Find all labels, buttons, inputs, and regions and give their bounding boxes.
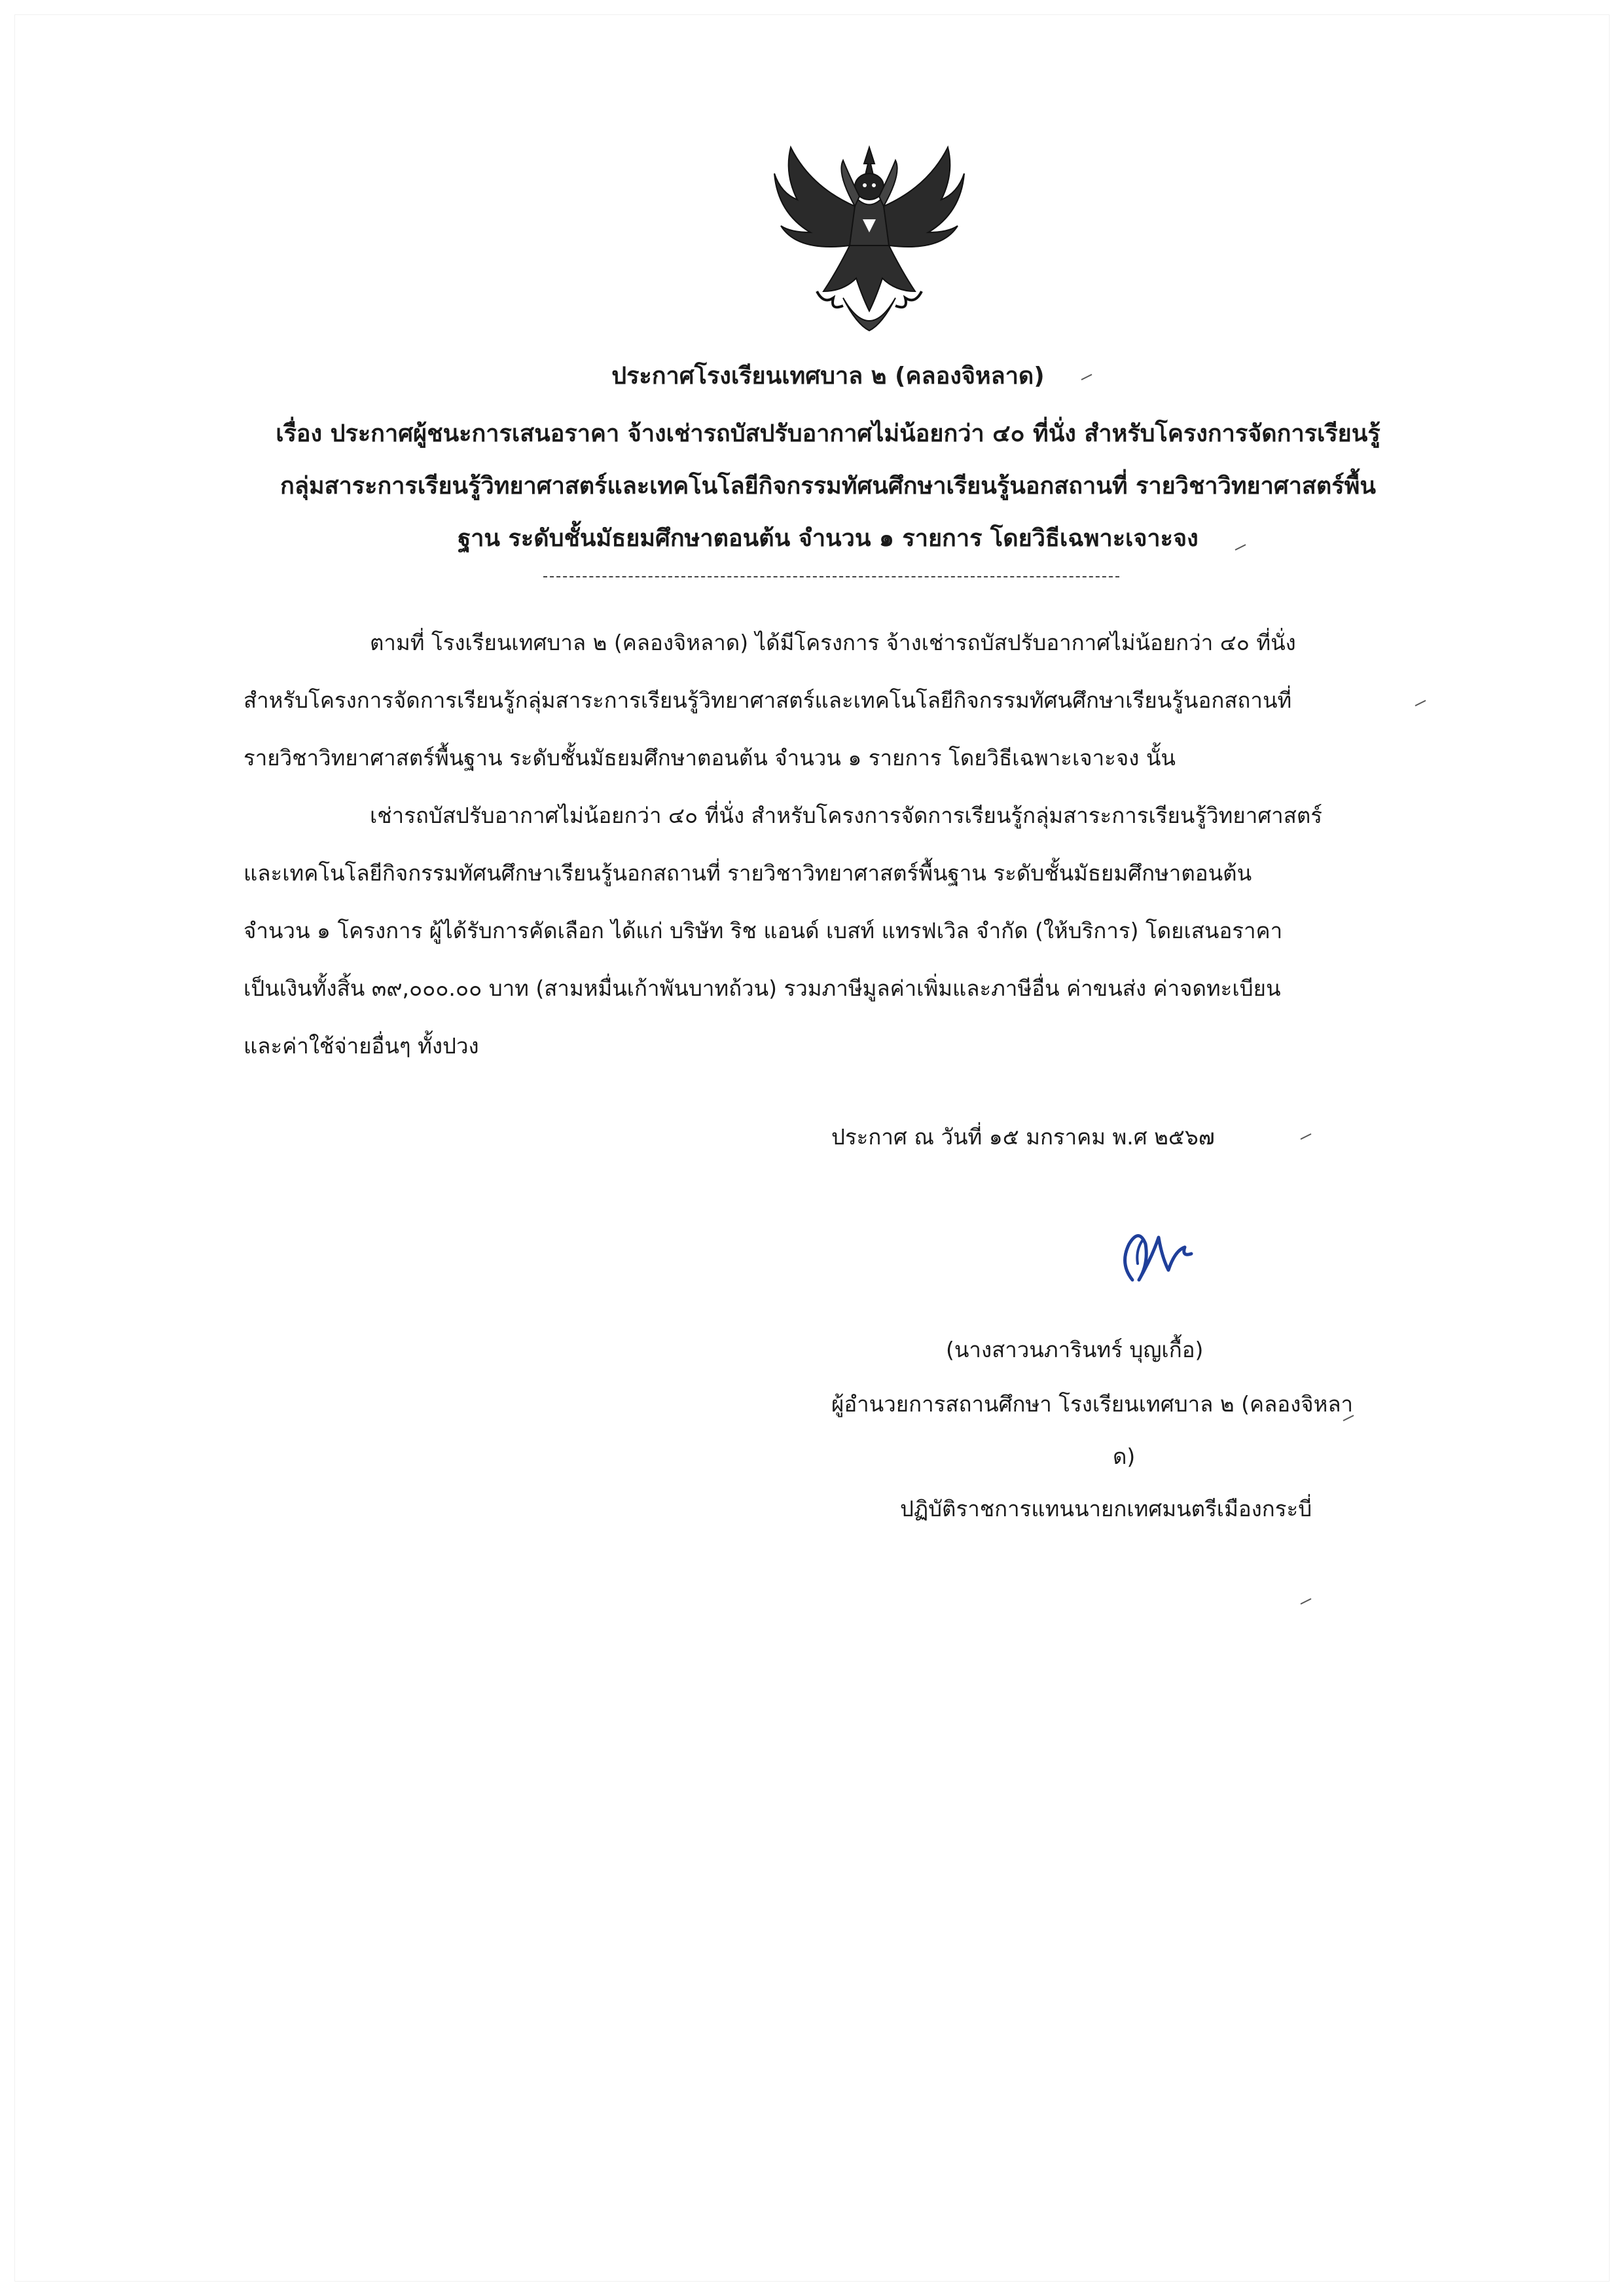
announcement-title-block xyxy=(249,357,1407,566)
paragraph-2-line-4: เป็นเงินทั้งสิ้น ๓๙,๐๐๐.๐๐ บาท (สามหมื่นเก้าพันบาทถ้วน) รวมภาษีมูลค่าเพิ่มและภาษีอื่น ค่าขนส่ง ค่าจดทะเบียน xyxy=(244,975,1281,1001)
signatory-position-line-3: ปฏิบัติราชการแทนนายกเทศมนตรีเมืองกระบี่ xyxy=(900,1496,1312,1522)
handwritten-signature xyxy=(1106,1218,1211,1296)
subject-line-3: ฐาน ระดับชั้นมัธยมศึกษาตอนต้น จำนวน ๑ รายการ โดยวิธีเฉพาะเจาะจง xyxy=(458,525,1199,552)
paragraph-2-line-5: และค่าใช้จ่ายอื่นๆ ทั้งปวง xyxy=(244,1033,479,1059)
announcement-title: ประกาศโรงเรียนเทศบาล ๒ (คลองจิหลาด) xyxy=(611,363,1045,390)
signatory-position-line-1: ผู้อำนวยการสถานศึกษา โรงเรียนเทศบาล ๒ (คลองจิหลา xyxy=(831,1391,1354,1417)
paragraph-1-line-1: ตามที่ โรงเรียนเทศบาล ๒ (คลองจิหลาด) ได้มีโครงการ จ้างเช่ารถบัสปรับอากาศไม่น้อยกว่า ๔๐ ที่นั่ง xyxy=(370,630,1296,655)
separator-line xyxy=(543,576,1119,577)
check-mark-icon xyxy=(1234,543,1247,551)
subject-line-2: กลุ่มสาระการเรียนรู้วิทยาศาสตร์และเทคโนโลยีกิจกรรมทัศนศึกษาเรียนรู้นอกสถานที่ รายวิชาวิทยาศาสตร์พื้น xyxy=(280,473,1376,500)
paragraph-1-line-2: สำหรับโครงการจัดการเรียนรู้กลุ่มสาระการเรียนรู้วิทยาศาสตร์และเทคโนโลยีกิจกรรมทัศนศึกษาเรียนรู้นอกสถานที่ xyxy=(244,687,1292,713)
garuda-emblem-icon xyxy=(771,134,967,350)
paragraph-2-line-3: จำนวน ๑ โครงการ ผู้ได้รับการคัดเลือก ได้แก่ บริษัท ริช แอนด์ เบสท์ แทรฟเวิล จำกัด (ให้บริการ) โดยเสนอราคา xyxy=(244,918,1283,943)
signatory-name: (นางสาวนภารินทร์ บุญเกื้อ) xyxy=(946,1337,1204,1362)
check-mark-icon xyxy=(1080,373,1093,381)
subject-line-1: เรื่อง ประกาศผู้ชนะการเสนอราคา จ้างเช่ารถบัสปรับอากาศไม่น้อยกว่า ๔๐ ที่นั่ง สำหรับโครงการจัดการเรียนรู้ xyxy=(276,420,1380,447)
check-mark-icon xyxy=(1299,1597,1312,1605)
paragraph-2-line-1: เช่ารถบัสปรับอากาศไม่น้อยกว่า ๔๐ ที่นั่ง สำหรับโครงการจัดการเรียนรู้กลุ่มสาระการเรียนรู้วิทยาศาสตร์ xyxy=(370,803,1322,828)
page-border xyxy=(14,14,1610,2282)
check-mark-icon xyxy=(1414,699,1427,707)
signatory-position-line-2: ด) xyxy=(1113,1444,1136,1469)
paragraph-1-line-3: รายวิชาวิทยาศาสตร์พื้นฐาน ระดับชั้นมัธยมศึกษาตอนต้น จำนวน ๑ รายการ โดยวิธีเฉพาะเจาะจง นั้น xyxy=(244,745,1176,771)
paragraph-2-line-2: และเทคโนโลยีกิจกรรมทัศนศึกษาเรียนรู้นอกสถานที่ รายวิชาวิทยาศาสตร์พื้นฐาน ระดับชั้นมัธยมศึกษาตอนต้น xyxy=(244,860,1252,886)
announce-date: ประกาศ ณ วันที่ ๑๕ มกราคม พ.ศ ๒๕๖๗ xyxy=(831,1124,1215,1150)
check-mark-icon xyxy=(1299,1133,1312,1140)
check-mark-icon xyxy=(1342,1414,1355,1422)
